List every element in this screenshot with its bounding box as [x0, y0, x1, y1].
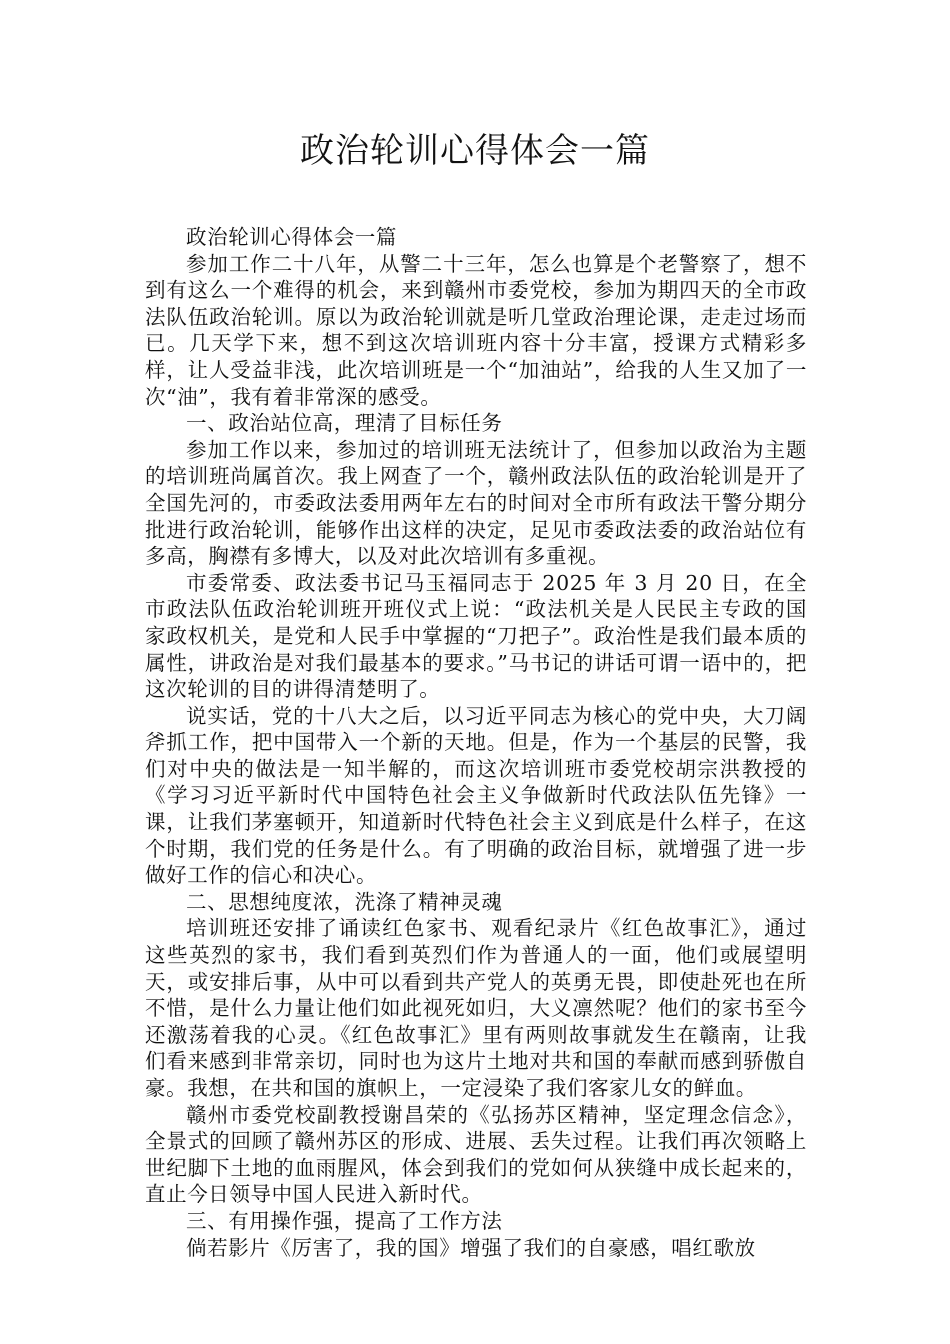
paragraph: 倘若影片《厉害了，我的国》增强了我们的自豪感，唱红歌放	[186, 1235, 756, 1260]
paragraph-intro: 参加工作二十八年，从警二十三年，怎么也算是个老警察了，想不到有这么一个难得的机会，来到赣州市委党校，参加为期四天的全市政法队伍政治轮训。原以为政治轮训就是听几堂政治理论课，走走过场而已。几天学下来，想不到这次培训班内容十分丰富，授课方式精彩多样，让人受益非浅，此次培训班是一个“加油站”，给我的人生又加了一次“油”，我有着非常深的感受。	[145, 251, 807, 409]
paragraph-subtitle: 政治轮训心得体会一篇	[186, 225, 397, 249]
paragraph: 市委常委、政法委书记马玉福同志于 2025 年 3 月 20 日，在全市政法队伍政治轮训班开班仪式上说：“政法机关是人民民主专政的国家政权机关，是党和人民手中掌握的“刀把子”。政治性是我们最本质的属性，讲政治是对我们最基本的要求。”马书记的讲话可谓一语中的，把这次轮训的目的讲得清楚明了。	[145, 570, 807, 702]
paragraph: 赣州市委党校副教授谢昌荣的《弘扬苏区精神，坚定理念信念》，全景式的回顾了赣州苏区的形成、进展、丢失过程。让我们再次领略上世纪脚下土地的血雨腥风，体会到我们的党如何从狭缝中成长起来的，直止今日领导中国人民进入新时代。	[145, 1102, 807, 1207]
paragraph: 说实话，党的十八大之后，以习近平同志为核心的党中央，大刀阔斧抓工作，把中国带入一个新的天地。但是，作为一个基层的民警，我们对中央的做法是一知半解的，而这次培训班市委党校胡宗洪教授的《学习习近平新时代中国特色社会主义争做新时代政法队伍先锋》一课，让我们茅塞顿开，知道新时代特色社会主义到底是什么样子，在这个时期，我们党的任务是什么。有了明确的政治目标，就增强了进一步做好工作的信心和决心。	[145, 703, 807, 888]
section-heading-1: 一、政治站位高，理清了目标任务	[186, 411, 503, 436]
paragraph: 培训班还安排了诵读红色家书、观看纪录片《红色故事汇》，通过这些英烈的家书，我们看到英烈们作为普通人的一面，他们或展望明天，或安排后事，从中可以看到共产党人的英勇无畏，即使赴死也在所不惜，是什么力量让他们如此视死如归，大义凛然呢？他们的家书至今还激荡着我的心灵。《红色故事汇》里有两则故事就发生在赣南，让我们看来感到非常亲切，同时也为这片土地对共和国的奉献而感到骄傲自豪。我想，在共和国的旗帜上，一定浸染了我们客家儿女的鲜血。	[145, 916, 807, 1100]
section-heading-2: 二、思想纯度浓，洗涤了精神灵魂	[186, 889, 503, 914]
document-body	[145, 224, 807, 1261]
section-heading-3: 三、有用操作强，提高了工作方法	[186, 1208, 503, 1233]
paragraph: 参加工作以来，参加过的培训班无法统计了，但参加以政治为主题的培训班尚属首次。我上网查了一个，赣州政法队伍的政治轮训是开了全国先河的，市委政法委用两年左右的时间对全市所有政法干警分期分批进行政治轮训，能够作出这样的决定，足见市委政法委的政治站位有多高，胸襟有多博大，以及对此次培训有多重视。	[145, 437, 807, 569]
document-title: 政治轮训心得体会一篇	[300, 131, 650, 171]
